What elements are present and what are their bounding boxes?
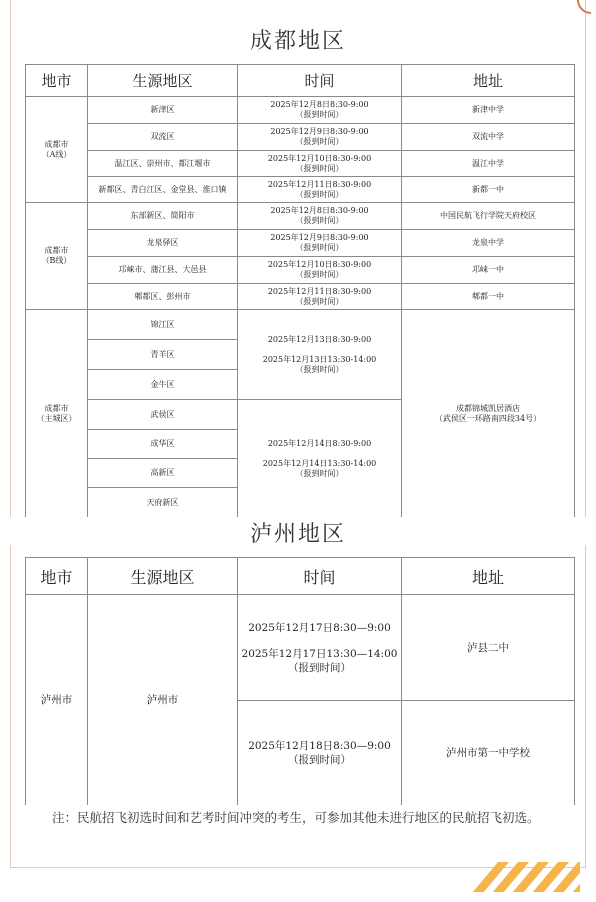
table-row (26, 310, 575, 340)
area-cell: 新津区 (88, 97, 238, 124)
time-cell: 2025年12月8日8:30-9:00 （报到时间） (238, 203, 402, 230)
header-address: 地址 (402, 558, 575, 595)
area-cell: 金牛区 (88, 370, 238, 400)
header-address: 地址 (402, 65, 575, 97)
table-row (26, 257, 575, 284)
time-cell: 2025年12月11日8:30-9:00 （报到时间） (238, 177, 402, 203)
area-cell: 青羊区 (88, 340, 238, 370)
table-row (26, 124, 575, 151)
table-row (26, 230, 575, 257)
address-cell: 中国民航飞行学院天府校区 (402, 203, 575, 230)
area-cell: 龙泉驿区 (88, 230, 238, 257)
time-cell: 2025年12月10日8:30-9:00 （报到时间） (238, 151, 402, 177)
area-cell: 锦江区 (88, 310, 238, 340)
time-cell: 2025年12月8日8:30-9:00 （报到时间） (238, 97, 402, 124)
address-cell: 成都锦城凯居酒店 （武侯区一环路南四段34号） (402, 310, 575, 518)
area-cell: 成华区 (88, 430, 238, 459)
header-city: 地市 (26, 558, 88, 595)
table-header-row (26, 558, 575, 595)
stripe-decoration (470, 862, 580, 892)
header-area: 生源地区 (88, 65, 238, 97)
note-text: 注：民航招飞初选时间和艺考时间冲突的考生，可参加其他未进行地区的民航招飞初选。 (52, 810, 540, 825)
time-cell: 2025年12月17日8:30—9:00 2025年12月17日13:30—14:00 （报到时间） (238, 595, 402, 701)
chengdu-section-title: 成都地区 (249, 29, 346, 54)
time-cell: 2025年12月9日8:30-9:00 （报到时间） (238, 230, 402, 257)
city-cell: 成都市 （B线） (26, 203, 88, 310)
area-cell: 东部新区、简阳市 (88, 203, 238, 230)
time-cell: 2025年12月14日8:30-9:00 2025年12月14日13:30-14:00 （报到时间） (238, 400, 402, 518)
area-cell: 天府新区 (88, 488, 238, 518)
table-row (26, 177, 575, 203)
chengdu-table (25, 64, 575, 518)
city-cell: 泸州市 (26, 595, 88, 805)
time-cell: 2025年12月10日8:30-9:00 （报到时间） (238, 257, 402, 284)
area-cell: 温江区、崇州市、都江堰市 (88, 151, 238, 177)
area-cell: 郫都区、彭州市 (88, 284, 238, 310)
address-cell: 温江中学 (402, 151, 575, 177)
table-row (26, 151, 575, 177)
header-city: 地市 (26, 65, 88, 97)
time-cell: 2025年12月13日8:30-9:00 2025年12月13日13:30-14:00 （报到时间） (238, 310, 402, 400)
address-cell: 邛崃一中 (402, 257, 575, 284)
address-cell: 泸县二中 (402, 595, 575, 701)
table-row (26, 595, 575, 701)
address-cell: 泸州市第一中学校 (402, 701, 575, 805)
luzhou-section-title: 泸州地区 (0, 517, 596, 545)
address-cell: 双流中学 (402, 124, 575, 151)
address-cell: 龙泉中学 (402, 230, 575, 257)
luzhou-table (25, 557, 575, 805)
time-cell: 2025年12月11日8:30-9:00 （报到时间） (238, 284, 402, 310)
table-row (26, 284, 575, 310)
table-row (26, 97, 575, 124)
area-cell: 双流区 (88, 124, 238, 151)
city-cell: 成都市 （A线） (26, 97, 88, 203)
address-cell: 新都一中 (402, 177, 575, 203)
table-header-row (26, 65, 575, 97)
area-cell: 武侯区 (88, 400, 238, 430)
header-area: 生源地区 (88, 558, 238, 595)
area-cell: 邛崃市、蒲江县、大邑县 (88, 257, 238, 284)
area-cell: 高新区 (88, 459, 238, 488)
time-cell: 2025年12月9日8:30-9:00 （报到时间） (238, 124, 402, 151)
area-cell: 泸州市 (88, 595, 238, 805)
city-cell: 成都市 （主城区） (26, 310, 88, 518)
address-cell: 新津中学 (402, 97, 575, 124)
table-row (26, 203, 575, 230)
address-cell: 郫都一中 (402, 284, 575, 310)
area-cell: 新都区、青白江区、金堂县、淮口镇 (88, 177, 238, 203)
time-cell: 2025年12月18日8:30—9:00 （报到时间） (238, 701, 402, 805)
header-time: 时间 (238, 65, 402, 97)
header-time: 时间 (238, 558, 402, 595)
